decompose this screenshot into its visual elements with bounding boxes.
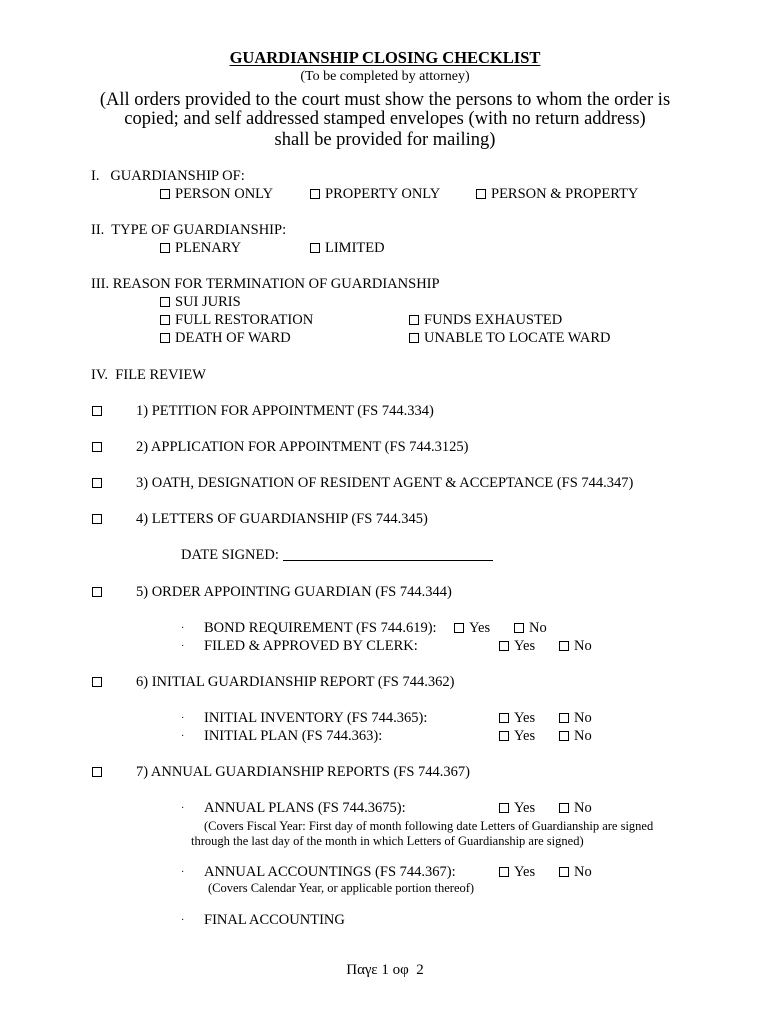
checkbox-item-3[interactable]: [92, 478, 102, 488]
option-limited[interactable]: LIMITED: [310, 240, 385, 257]
inventory-yes[interactable]: Yes: [499, 710, 535, 727]
page-number: Παγε 1 οφ 2: [346, 962, 424, 978]
bond-no[interactable]: No: [514, 620, 547, 637]
filed-no[interactable]: No: [559, 638, 592, 655]
date-signed-field[interactable]: [283, 548, 493, 561]
option-person-only[interactable]: PERSON ONLY: [160, 186, 273, 203]
option-plenary[interactable]: PLENARY: [160, 240, 241, 257]
option-full-restoration[interactable]: FULL RESTORATION: [160, 312, 313, 329]
checkbox-icon[interactable]: [499, 713, 509, 723]
checkbox-icon[interactable]: [310, 189, 320, 199]
file-review-item-1: 1) PETITION FOR APPOINTMENT (FS 744.334): [136, 403, 434, 419]
checkbox-icon[interactable]: [160, 189, 170, 199]
checkbox-icon[interactable]: [559, 731, 569, 741]
bullet: ·: [181, 867, 185, 878]
checkbox-item-4[interactable]: [92, 514, 102, 524]
checkbox-icon[interactable]: [160, 297, 170, 307]
bullet: ·: [181, 803, 185, 814]
option-death-of-ward[interactable]: DEATH OF WARD: [160, 330, 291, 347]
checkbox-icon[interactable]: [499, 867, 509, 877]
annual-plans-label: ANNUAL PLANS (FS 744.3675):: [204, 800, 406, 816]
checkbox-item-6[interactable]: [92, 677, 102, 687]
checkbox-icon[interactable]: [499, 731, 509, 741]
file-review-item-5: 5) ORDER APPOINTING GUARDIAN (FS 744.344): [136, 584, 452, 600]
instruction-line-2: copied; and self addressed stamped envelopes (with no return address): [124, 109, 646, 129]
file-review-item-7: 7) ANNUAL GUARDIANSHIP REPORTS (FS 744.367): [136, 764, 470, 780]
option-person-property[interactable]: PERSON & PROPERTY: [476, 186, 638, 203]
checkbox-item-7[interactable]: [92, 767, 102, 777]
checkbox-icon[interactable]: [454, 623, 464, 633]
bullet: ·: [181, 713, 185, 724]
file-review-item-2: 2) APPLICATION FOR APPOINTMENT (FS 744.3125): [136, 439, 469, 455]
annual-accountings-note: (Covers Calendar Year, or applicable portion thereof): [208, 881, 475, 895]
section-2-heading: II. TYPE OF GUARDIANSHIP:: [91, 222, 287, 238]
file-review-item-3: 3) OATH, DESIGNATION OF RESIDENT AGENT & ACCEPTANCE (FS 744.347): [136, 475, 634, 491]
initial-plan-label: INITIAL PLAN (FS 744.363):: [204, 728, 383, 744]
annual-plans-no[interactable]: No: [559, 800, 592, 817]
checkbox-icon[interactable]: [499, 641, 509, 651]
bond-requirement-label: BOND REQUIREMENT (FS 744.619):: [204, 620, 437, 636]
instruction-line-3: shall be provided for mailing): [274, 130, 496, 150]
annual-accountings-no[interactable]: No: [559, 864, 592, 881]
section-4-heading: IV. FILE REVIEW: [91, 367, 206, 383]
option-sui-juris[interactable]: SUI JURIS: [160, 294, 241, 311]
checkbox-icon[interactable]: [476, 189, 486, 199]
checkbox-icon[interactable]: [514, 623, 524, 633]
checkbox-icon[interactable]: [559, 867, 569, 877]
page-subtitle: (To be completed by attorney): [300, 69, 470, 84]
bond-yes[interactable]: Yes: [454, 620, 490, 637]
checkbox-icon[interactable]: [559, 713, 569, 723]
annual-plans-note-2: through the last day of the month in which Letters of Guardianship are signed): [191, 834, 584, 848]
checkbox-item-2[interactable]: [92, 442, 102, 452]
annual-plans-note-1: (Covers Fiscal Year: First day of month following date Letters of Guardianship are signed: [204, 819, 654, 833]
plan-yes[interactable]: Yes: [499, 728, 535, 745]
checkbox-icon[interactable]: [499, 803, 509, 813]
checkbox-icon[interactable]: [160, 333, 170, 343]
checkbox-icon[interactable]: [160, 315, 170, 325]
checkbox-icon[interactable]: [559, 803, 569, 813]
checkbox-icon[interactable]: [409, 333, 419, 343]
bullet: ·: [181, 623, 185, 634]
annual-accountings-label: ANNUAL ACCOUNTINGS (FS 744.367):: [204, 864, 456, 880]
annual-accountings-yes[interactable]: Yes: [499, 864, 535, 881]
checkbox-icon[interactable]: [160, 243, 170, 253]
checkbox-item-1[interactable]: [92, 406, 102, 416]
page-title: GUARDIANSHIP CLOSING CHECKLIST: [229, 48, 541, 67]
instruction-line-1: (All orders provided to the court must show the persons to whom the order is: [99, 90, 671, 110]
final-accounting-label: FINAL ACCOUNTING: [204, 912, 345, 928]
option-unable-to-locate-ward[interactable]: UNABLE TO LOCATE WARD: [409, 330, 611, 347]
bullet: ·: [181, 641, 185, 652]
filed-yes[interactable]: Yes: [499, 638, 535, 655]
inventory-no[interactable]: No: [559, 710, 592, 727]
option-property-only[interactable]: PROPERTY ONLY: [310, 186, 440, 203]
bullet: ·: [181, 915, 185, 926]
plan-no[interactable]: No: [559, 728, 592, 745]
date-signed-row: [181, 547, 493, 564]
checkbox-icon[interactable]: [559, 641, 569, 651]
file-review-item-4: 4) LETTERS OF GUARDIANSHIP (FS 744.345): [136, 511, 428, 527]
file-review-item-6: 6) INITIAL GUARDIANSHIP REPORT (FS 744.362): [136, 674, 455, 690]
filed-approved-label: FILED & APPROVED BY CLERK:: [204, 638, 418, 654]
checkbox-icon[interactable]: [310, 243, 320, 253]
bullet: ·: [181, 731, 185, 742]
annual-plans-yes[interactable]: Yes: [499, 800, 535, 817]
date-signed-label: DATE SIGNED:: [181, 547, 279, 563]
option-funds-exhausted[interactable]: FUNDS EXHAUSTED: [409, 312, 562, 329]
initial-inventory-label: INITIAL INVENTORY (FS 744.365):: [204, 710, 428, 726]
section-3-heading: III. REASON FOR TERMINATION OF GUARDIANSHIP: [91, 276, 440, 292]
checkbox-item-5[interactable]: [92, 587, 102, 597]
checkbox-icon[interactable]: [409, 315, 419, 325]
section-1-heading: I. GUARDIANSHIP OF:: [91, 168, 245, 184]
